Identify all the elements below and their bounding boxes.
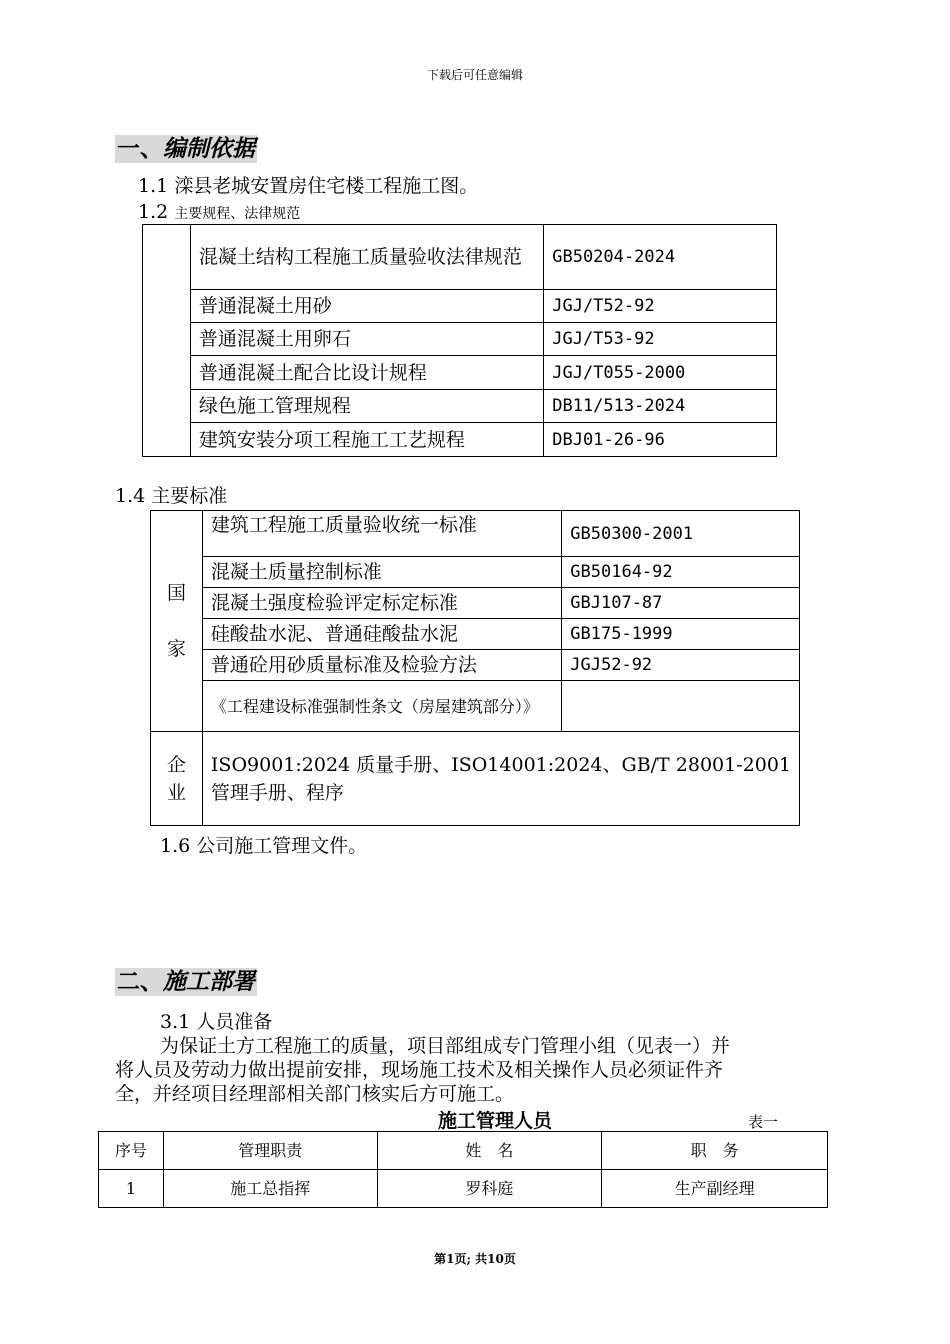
enterprise-label-2: 业 <box>166 781 186 804</box>
table-row <box>151 619 800 650</box>
item-1-2 <box>138 200 300 226</box>
table-row <box>143 225 777 290</box>
header-duty: 管理职责 <box>163 1132 377 1170</box>
table-row <box>143 356 777 390</box>
reg-code: JGJ/T53-92 <box>544 323 777 356</box>
item-1-4: 1.4 主要标准 <box>115 485 228 507</box>
reg-name: 普通混凝土用卵石 <box>190 323 543 356</box>
table-row <box>143 290 777 323</box>
table-row <box>151 681 800 732</box>
table-row <box>143 390 777 423</box>
section2-heading: 施工部署 <box>163 968 255 995</box>
header-note: 下载后可任意编辑 <box>426 68 523 82</box>
header-position: 职 务 <box>602 1132 828 1170</box>
item-1-2-text: 主要规程、法律规范 <box>174 206 301 222</box>
standard-code: GB50164-92 <box>562 557 800 588</box>
regulations-side-cell <box>143 225 191 457</box>
section1-number: 一、 <box>117 135 163 162</box>
national-label-1: 国 <box>166 582 186 604</box>
table-row <box>151 588 800 619</box>
cell-name: 罗科庭 <box>377 1170 602 1208</box>
national-label-2: 家 <box>166 638 186 660</box>
paragraph-line-1: 为保证土方工程施工的质量，项目部组成专门管理小组（见表一）并 <box>160 1035 731 1057</box>
section1-title <box>115 135 257 163</box>
regulations-table <box>142 224 777 457</box>
reg-name: 普通混凝土用砂 <box>190 290 543 323</box>
standard-code: GB50300-2001 <box>562 511 800 557</box>
reg-code: GB50204-2024 <box>544 225 777 290</box>
item-1-2-number: 1.2 <box>138 201 169 223</box>
standard-code <box>562 681 800 732</box>
standard-code: JGJ52-92 <box>562 650 800 681</box>
table-row <box>151 650 800 681</box>
standard-name: 混凝土质量控制标准 <box>202 557 561 588</box>
table-header-row <box>99 1132 828 1170</box>
footer-page-number: 第1页; 共10页 <box>434 1252 516 1266</box>
section2-number: 二、 <box>117 968 163 995</box>
item-3-1: 3.1 人员准备 <box>160 1011 273 1033</box>
cell-position: 生产副经理 <box>602 1170 828 1208</box>
table-tag: 表一 <box>748 1113 779 1131</box>
paragraph-line-3: 全，并经项目经理部相关部门核实后方可施工。 <box>115 1083 515 1105</box>
enterprise-label-cell <box>151 732 203 826</box>
reg-name: 混凝土结构工程施工质量验收法律规范 <box>190 225 543 290</box>
reg-code: JGJ/T055-2000 <box>544 356 777 390</box>
enterprise-label-1: 企 <box>166 753 186 776</box>
standard-name: 《工程建设标准强制性条文（房屋建筑部分）》 <box>202 681 561 732</box>
section2-title <box>115 968 257 996</box>
table-row <box>143 323 777 356</box>
cell-duty: 施工总指挥 <box>163 1170 377 1208</box>
item-1-6: 1.6 公司施工管理文件。 <box>160 835 368 857</box>
enterprise-text: ISO9001:2024 质量手册、ISO14001:2024、GB/T 28001-2001管理手册、程序 <box>202 732 799 826</box>
paragraph-line-2: 将人员及劳动力做出提前安排，现场施工技术及相关操作人员必须证件齐 <box>115 1059 724 1081</box>
cell-index: 1 <box>99 1170 164 1208</box>
reg-name: 建筑安装分项工程施工工艺规程 <box>190 423 543 457</box>
reg-code: JGJ/T52-92 <box>544 290 777 323</box>
table-caption: 施工管理人员 <box>438 1110 553 1132</box>
standard-code: GBJ107-87 <box>562 588 800 619</box>
standard-name: 硅酸盐水泥、普通硅酸盐水泥 <box>202 619 561 650</box>
table-row <box>151 732 800 826</box>
standards-table <box>150 510 800 826</box>
reg-name: 绿色施工管理规程 <box>190 390 543 423</box>
standard-code: GB175-1999 <box>562 619 800 650</box>
item-1-1: 1.1 滦县老城安置房住宅楼工程施工图。 <box>138 175 479 197</box>
reg-code: DB11/513-2024 <box>544 390 777 423</box>
table-row <box>151 557 800 588</box>
standard-name: 普通砼用砂质量标准及检验方法 <box>202 650 561 681</box>
table-row <box>99 1170 828 1208</box>
standard-name: 混凝土强度检验评定标定标准 <box>202 588 561 619</box>
reg-code: DBJ01-26-96 <box>544 423 777 457</box>
staff-table <box>98 1131 828 1208</box>
national-label-cell <box>151 511 203 732</box>
table-row <box>151 511 800 557</box>
reg-name: 普通混凝土配合比设计规程 <box>190 356 543 390</box>
standard-name: 建筑工程施工质量验收统一标准 <box>202 511 561 557</box>
header-index: 序号 <box>99 1132 164 1170</box>
section1-heading: 编制依据 <box>163 135 255 162</box>
header-name: 姓 名 <box>377 1132 602 1170</box>
table-row <box>143 423 777 457</box>
